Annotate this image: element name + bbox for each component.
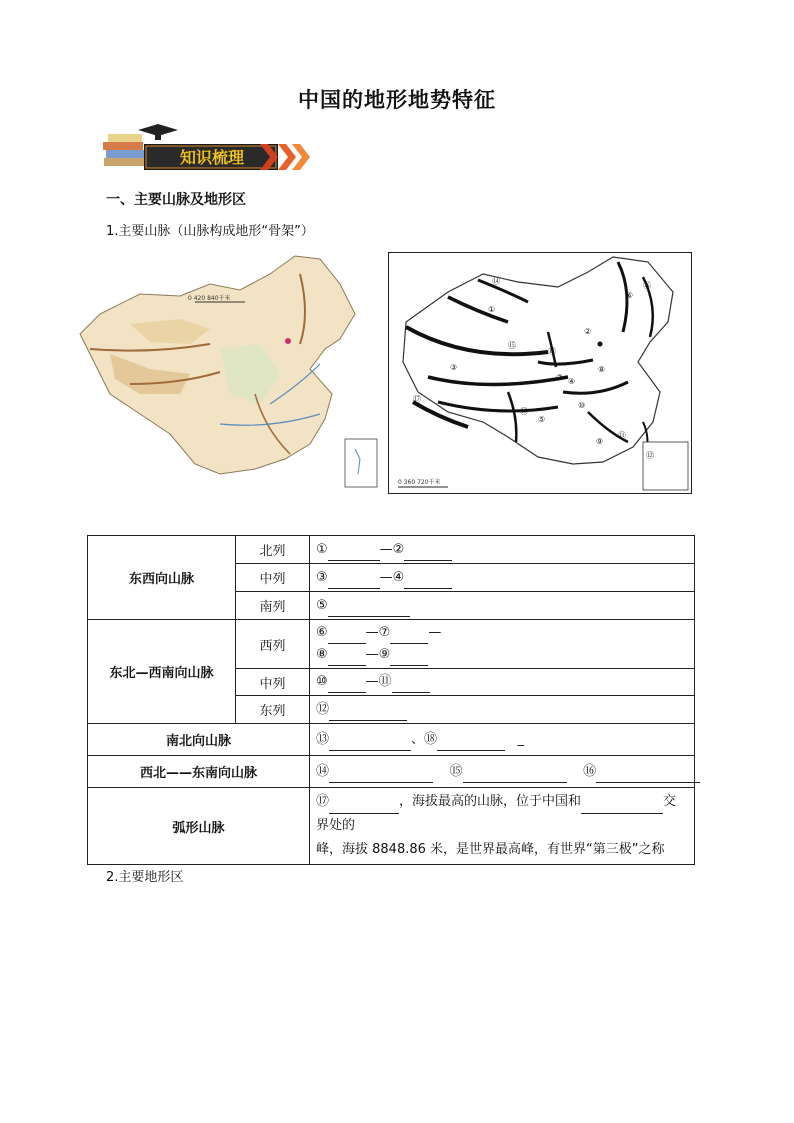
- answer-blank[interactable]: [328, 574, 380, 589]
- sub-label-south: 南列: [236, 592, 310, 620]
- subsection-heading-mountains: 1.主要山脉（山脉构成地形“骨架”）: [106, 224, 314, 239]
- map-label-17: ⑰: [413, 395, 421, 404]
- sub-label-east: 东列: [236, 696, 310, 724]
- answer-cell: ① —②: [310, 536, 695, 564]
- category-arc: 弧形山脉: [88, 788, 310, 865]
- map-label-15: ⑮: [508, 341, 516, 350]
- answer-blank[interactable]: [404, 546, 452, 561]
- answer-blank[interactable]: [392, 678, 430, 693]
- map-label-16: ⑯: [643, 281, 651, 290]
- answer-blank[interactable]: [329, 706, 407, 721]
- answer-cell: ⑬ 、⑱ _: [310, 724, 695, 756]
- category-east-west: 东西向山脉: [88, 536, 236, 620]
- answer-blank[interactable]: [390, 651, 428, 666]
- table-row: [88, 724, 695, 756]
- map-label-6: ⑥: [626, 291, 634, 300]
- category-north-south: 南北向山脉: [88, 724, 310, 756]
- table-row: [88, 788, 695, 865]
- banner-label: 知识梳理: [180, 148, 245, 167]
- answer-blank[interactable]: [328, 602, 410, 617]
- subsection-heading-landforms: 2.主要地形区: [106, 870, 184, 885]
- answer-blank[interactable]: [328, 651, 366, 666]
- map-label-14: ⑭: [492, 277, 500, 286]
- answer-cell: ⑭ ⑮ ⑯: [310, 756, 695, 788]
- map-label-18: ⑱: [548, 347, 556, 356]
- answer-cell: ⑫: [310, 696, 695, 724]
- map-label-5: ⑤: [538, 415, 546, 424]
- answer-blank[interactable]: [328, 546, 380, 561]
- answer-blank[interactable]: [596, 768, 700, 783]
- knowledge-banner: [100, 124, 315, 176]
- answer-blank[interactable]: [463, 768, 567, 783]
- section-heading: 一、主要山脉及地形区: [106, 192, 246, 208]
- answer-blank[interactable]: [328, 678, 366, 693]
- map-label-10: ⑩: [578, 401, 586, 410]
- outline-map-scale-label: 0 360 720千米: [398, 479, 441, 486]
- answer-cell: ⑩ —⑪: [310, 669, 695, 696]
- table-row: [88, 536, 695, 564]
- map-label-1: ①: [488, 305, 496, 314]
- china-mountain-outline-map: [388, 252, 692, 494]
- table-row: [88, 756, 695, 788]
- answer-cell: ③ —④: [310, 564, 695, 592]
- map-scale-label: 0 420 840千米: [188, 295, 231, 302]
- answer-blank[interactable]: [329, 768, 433, 783]
- sub-label-north: 北列: [236, 536, 310, 564]
- category-northwest-southeast: 西北——东南向山脉: [88, 756, 310, 788]
- answer-cell: ⑥ —⑦ — ⑧ —⑨: [310, 620, 695, 669]
- map-label-9: ⑨: [596, 437, 604, 446]
- answer-blank[interactable]: [581, 799, 663, 814]
- table-row: [88, 620, 695, 669]
- sub-label-middle: 中列: [236, 564, 310, 592]
- page-title: 中国的地形地势特征: [298, 88, 496, 112]
- sub-label-middle: 中列: [236, 669, 310, 696]
- answer-blank[interactable]: [329, 736, 411, 751]
- category-northeast-southwest: 东北—西南向山脉: [88, 620, 236, 724]
- answer-blank[interactable]: [329, 799, 399, 814]
- map-label-12: ⑫: [646, 451, 654, 460]
- mountain-range-table: [87, 535, 695, 865]
- answer-blank[interactable]: [404, 574, 452, 589]
- sub-label-west: 西列: [236, 620, 310, 669]
- answer-cell: ⑤: [310, 592, 695, 620]
- china-topographic-map: [70, 254, 382, 494]
- map-label-4: ④: [568, 377, 576, 386]
- map-label-11: ⑪: [618, 431, 626, 440]
- map-label-7: ⑦: [556, 373, 564, 382]
- answer-blank[interactable]: [328, 629, 366, 644]
- map-label-13: ⑬: [520, 407, 528, 416]
- map-label-3: ③: [450, 363, 458, 372]
- answer-cell: ⑰ ，海拔最高的山脉，位于中国和 交界处的 峰，海拔 8848.86 米，是世界最高峰，有世界“第三极”之称: [310, 788, 695, 865]
- map-label-8: ⑧: [598, 365, 606, 374]
- answer-blank[interactable]: [390, 629, 428, 644]
- map-label-2: ②: [584, 327, 592, 336]
- answer-blank[interactable]: [437, 736, 505, 751]
